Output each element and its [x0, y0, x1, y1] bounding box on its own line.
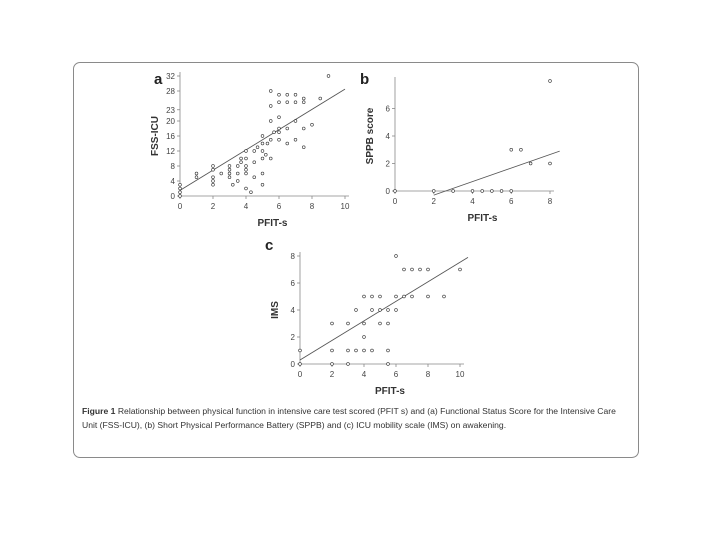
- panel-a-data-point: [319, 97, 322, 100]
- panel-b-x-tick-label: 6: [509, 197, 514, 206]
- panel-a-data-point: [253, 176, 256, 179]
- panel-c-data-point: [395, 295, 398, 298]
- panel-c-data-point: [355, 309, 358, 312]
- panel-a-data-point: [253, 150, 256, 153]
- panel-a-data-point: [236, 172, 239, 175]
- panel-a-data-point: [311, 123, 314, 126]
- panel-c-data-point: [347, 322, 350, 325]
- panel-c-data-point: [331, 363, 334, 366]
- panel-a-data-point: [245, 165, 248, 168]
- panel-a-y-tick-label: 8: [170, 162, 175, 171]
- panel-c-data-point: [427, 268, 430, 271]
- panel-b-x-tick-label: 4: [470, 197, 475, 206]
- panel-c-x-tick-label: 10: [455, 370, 465, 379]
- panel-a-panel-label: a: [154, 71, 163, 88]
- panel-a-data-point: [212, 180, 215, 183]
- panel-c-data-point: [363, 322, 366, 325]
- panel-a-data-point: [264, 153, 267, 156]
- panel-c-data-point: [363, 336, 366, 339]
- panel-a-y-tick-label: 4: [170, 177, 175, 186]
- panel-a-data-point: [294, 120, 297, 123]
- panel-a-data-point: [212, 183, 215, 186]
- panel-c-data-point: [411, 295, 414, 298]
- panel-c-x-axis-label: PFIT-s: [374, 386, 406, 397]
- panel-c-data-point: [411, 268, 414, 271]
- panel-b-data-point: [490, 190, 493, 193]
- panel-c-y-tick-label: 0: [290, 360, 295, 369]
- panel-b-x-tick-label: 0: [392, 197, 398, 206]
- panel-b-data-point: [549, 80, 552, 83]
- panel-c-y-axis-label: IMS: [270, 301, 281, 319]
- panel-a-data-point: [278, 93, 281, 96]
- panel-a-data-point: [228, 165, 231, 168]
- panel-b-y-axis-label: SPPB score: [365, 107, 376, 165]
- panel-a-data-point: [231, 183, 234, 186]
- panel-a-data-point: [261, 183, 264, 186]
- panel-c-data-point: [459, 268, 462, 271]
- panel-c-data-point: [371, 309, 374, 312]
- panel-a-data-point: [212, 176, 215, 179]
- panel-a-data-point: [240, 161, 243, 164]
- panel-a-data-point: [302, 97, 305, 100]
- panel-a-data-point: [294, 93, 297, 96]
- panel-a-x-axis-label: PFIT-s: [257, 218, 288, 229]
- panel-c-x-tick-label: 4: [361, 370, 367, 379]
- panel-b-data-point: [471, 190, 474, 193]
- panel-c-data-point: [331, 322, 334, 325]
- panel-c-data-point: [331, 349, 334, 352]
- panel-a-data-point: [294, 101, 297, 104]
- panel-c-ims-chart: [255, 236, 475, 406]
- panel-a-y-tick-label: 23: [166, 105, 175, 115]
- panel-b-panel-label: b: [360, 71, 370, 88]
- panel-a-fss-icu-chart: [140, 66, 360, 236]
- panel-a-data-point: [261, 150, 264, 153]
- panel-a-data-point: [269, 120, 272, 123]
- panel-b-data-point: [549, 162, 552, 165]
- panel-a-data-point: [269, 157, 272, 160]
- panel-b-x-tick-label: 8: [547, 197, 553, 206]
- panel-a-data-point: [261, 157, 264, 160]
- panel-a-data-point: [261, 172, 264, 175]
- panel-c-data-point: [427, 295, 430, 298]
- panel-a-data-point: [327, 75, 330, 78]
- panel-c-data-point: [403, 268, 406, 271]
- panel-c-x-tick-label: 8: [425, 370, 431, 379]
- panel-c-data-point: [299, 363, 302, 366]
- panel-a-data-point: [278, 138, 281, 141]
- panel-a-data-point: [228, 176, 231, 179]
- panel-a-x-tick-label: 2: [210, 202, 216, 211]
- panel-c-data-point: [371, 349, 374, 352]
- panel-b-data-point: [481, 190, 484, 193]
- panel-b-y-tick-label: 4: [385, 132, 390, 141]
- panel-a-data-point: [236, 165, 239, 168]
- panel-a-data-point: [286, 101, 289, 104]
- panel-c-data-point: [347, 349, 350, 352]
- panel-c-data-point: [363, 295, 366, 298]
- panel-a-data-point: [286, 142, 289, 145]
- panel-a-data-point: [278, 116, 281, 119]
- panel-c-data-point: [395, 309, 398, 312]
- panel-c-fit-line: [300, 257, 468, 360]
- panel-a-x-tick-label: 0: [177, 202, 183, 211]
- panel-c-data-point: [387, 363, 390, 366]
- panel-c-data-point: [387, 322, 390, 325]
- panel-a-data-point: [195, 176, 198, 179]
- panel-b-data-point: [394, 190, 397, 193]
- panel-a-data-point: [236, 180, 239, 183]
- panel-a-data-point: [212, 168, 215, 171]
- panel-c-data-point: [299, 349, 302, 352]
- panel-c-data-point: [403, 295, 406, 298]
- panel-a-data-point: [253, 161, 256, 164]
- panel-b-data-point: [520, 148, 523, 151]
- panel-a-data-point: [179, 191, 182, 194]
- panel-b-y-tick-label: 0: [385, 187, 390, 196]
- panel-a-data-point: [302, 127, 305, 130]
- panel-a-data-point: [302, 146, 305, 149]
- panel-a-data-point: [179, 195, 182, 198]
- panel-a-data-point: [266, 142, 269, 145]
- panel-a-data-point: [179, 187, 182, 190]
- panel-a-y-tick-label: 16: [166, 132, 175, 141]
- panel-a-data-point: [245, 168, 248, 171]
- panel-b-x-axis-label: PFIT-s: [467, 213, 498, 224]
- panel-a-y-axis-label: FSS-ICU: [150, 116, 161, 156]
- panel-a-data-point: [294, 138, 297, 141]
- panel-a-data-point: [245, 187, 248, 190]
- panel-a-x-tick-label: 10: [340, 202, 350, 211]
- panel-a-data-point: [212, 165, 215, 168]
- panel-a-x-tick-label: 4: [243, 202, 249, 211]
- panel-c-data-point: [387, 349, 390, 352]
- panel-a-data-point: [278, 127, 281, 130]
- figure-caption: [82, 404, 632, 432]
- panel-b-data-point: [510, 148, 513, 151]
- panel-a-data-point: [261, 135, 264, 138]
- panel-c-panel-label: c: [265, 237, 274, 254]
- panel-a-data-point: [256, 146, 259, 149]
- panel-a-data-point: [220, 172, 223, 175]
- panel-a-data-point: [286, 93, 289, 96]
- panel-c-data-point: [379, 295, 382, 298]
- panel-b-data-point: [432, 190, 435, 193]
- panel-c-y-tick-label: 6: [290, 279, 295, 288]
- panel-b-y-tick-label: 2: [385, 159, 390, 169]
- panel-c-x-tick-label: 6: [393, 370, 399, 379]
- panel-c-y-tick-label: 8: [290, 252, 295, 261]
- panel-b-x-tick-label: 2: [431, 197, 436, 206]
- panel-a-data-point: [195, 172, 198, 175]
- panel-a-data-point: [302, 101, 305, 104]
- panel-c-data-point: [347, 363, 350, 366]
- panel-c-data-point: [355, 349, 358, 352]
- panel-a-data-point: [278, 101, 281, 104]
- panel-c-data-point: [379, 322, 382, 325]
- panel-b-data-point: [452, 190, 455, 193]
- panel-a-y-tick-label: 12: [166, 147, 175, 156]
- panel-a-data-point: [269, 90, 272, 93]
- panel-c-y-tick-label: 4: [290, 306, 295, 315]
- panel-a-y-tick-label: 0: [170, 192, 175, 201]
- panel-a-y-tick-label: 28: [166, 87, 175, 96]
- panel-a-data-point: [240, 157, 243, 160]
- panel-b-data-point: [529, 162, 532, 165]
- panel-a-data-point: [250, 191, 253, 194]
- panel-c-data-point: [395, 255, 398, 258]
- panel-a-x-tick-label: 8: [309, 202, 315, 211]
- panel-a-data-point: [245, 150, 248, 153]
- panel-b-fit-line: [434, 151, 560, 195]
- panel-a-data-point: [286, 127, 289, 130]
- panel-b-y-tick-label: 6: [385, 104, 390, 114]
- panel-c-x-tick-label: 0: [297, 370, 303, 379]
- panel-a-data-point: [228, 172, 231, 175]
- panel-c-data-point: [371, 295, 374, 298]
- panel-c-data-point: [387, 309, 390, 312]
- panel-a-data-point: [245, 157, 248, 160]
- panel-a-x-tick-label: 6: [276, 202, 282, 211]
- panel-a-data-point: [278, 131, 281, 134]
- panel-a-data-point: [179, 183, 182, 186]
- panel-a-data-point: [228, 168, 231, 171]
- panel-b-sppb-chart: [360, 66, 560, 236]
- panel-a-data-point: [273, 131, 276, 134]
- panel-c-x-tick-label: 2: [329, 370, 335, 379]
- caption-label: Figure 1: [82, 406, 116, 416]
- panel-a-y-tick-label: 32: [166, 72, 175, 81]
- panel-a-y-tick-label: 20: [166, 117, 175, 126]
- panel-b-data-point: [510, 190, 513, 193]
- panel-c-data-point: [379, 309, 382, 312]
- panel-a-data-point: [269, 138, 272, 141]
- panel-a-data-point: [261, 142, 264, 145]
- panel-a-data-point: [245, 172, 248, 175]
- panel-c-data-point: [443, 295, 446, 298]
- panel-b-data-point: [500, 190, 503, 193]
- panel-c-data-point: [419, 268, 422, 271]
- panel-c-y-tick-label: 2: [290, 333, 295, 342]
- caption-text: Relationship between physical function in intensive care test scored (PFIT s) and (a) Functional Status Score for the Intensive Care Unit (FSS-ICU), (b) Short Physical Performance Battery (SPPB) and (c) ICU mobility scale (IMS) on awakening.: [82, 406, 616, 430]
- panel-a-data-point: [269, 105, 272, 108]
- panel-c-data-point: [363, 349, 366, 352]
